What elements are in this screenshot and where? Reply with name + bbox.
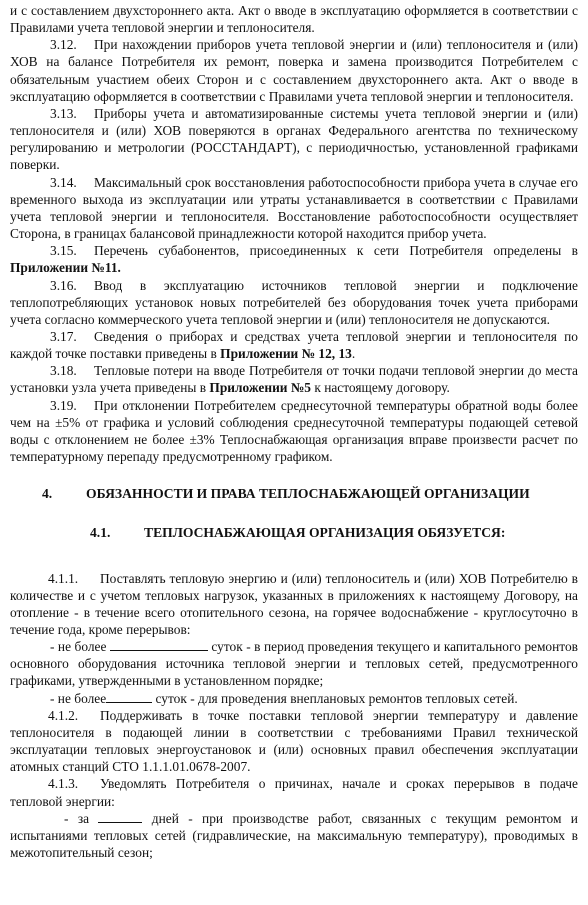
clause-number: 3.19. — [50, 397, 77, 413]
clause-text: Максимальный срок восстановления работоспособности прибора учета в случае его временного выхода из эксплуатации или утраты устанавливается в соответствии с Правилами учета тепловой энергии и теплоносителя. Восстановление работоспособности осуществляет Сторона, в границах балансовой принадлежности которой находится прибор учета. — [10, 174, 578, 242]
bullet-text: суток - для проведения внеплановых ремонтов тепловых сетей. — [155, 690, 518, 706]
paragraph-3-11-end: и с составлением двухстороннего акта. Акт о вводе в эксплуатацию оформляется в соответствии с Правилами учета тепловой энергии и теплоносителя. — [10, 3, 578, 36]
clause-text-end: . — [351, 346, 356, 362]
bullet-text: суток - в период проведения текущего и капитального ремонтов основного оборудования источника тепловой энергии и тепловых сетей, предусмотренного графиками, утвержденными в установленном порядке; — [10, 639, 578, 689]
paragraph-4-1-3 — [10, 775, 578, 809]
heading-number: 4.1. — [90, 525, 111, 541]
clause-number: 3.15. — [50, 243, 77, 259]
appendix-reference: Приложении №11. — [10, 260, 121, 276]
paragraph-4-1-1 — [10, 570, 578, 639]
clause-number: 4.1.3. — [48, 776, 79, 792]
clause-number: 4.1.2. — [48, 707, 79, 723]
clause-number: 3.18. — [50, 363, 77, 379]
bullet-interruption-unplanned — [10, 690, 578, 707]
heading-text: ТЕПЛОСНАБЖАЮЩАЯ ОРГАНИЗАЦИЯ ОБЯЗУЕТСЯ: — [144, 525, 506, 541]
paragraph-3-16 — [10, 277, 578, 328]
clause-text: При нахождении приборов учета тепловой энергии и (или) теплоносителя и (или) ХОВ на балансе Потребителя их ремонт, поверка и замена производится Потребителем с обязательным участием обеих Сторон и с составлением двухстороннего акта. Акт о вводе в эксплуатацию оформляется в соответствии с Правилами учета тепловой энергии и теплоносителя. — [10, 37, 578, 104]
fill-in-blank[interactable] — [110, 638, 208, 651]
clause-text: Поставлять тепловую энергию и (или) теплоноситель и (или) ХОВ Потребителю в количестве и с учетом тепловых нагрузок, указанных в приложениях к настоящему Договору, на отопление - в течение всего отопительного сезона, на горячее водоснабжение - круглосуточно в течение года, кроме перерывов: — [10, 570, 578, 637]
bullet-lead: - не более — [50, 690, 107, 706]
bullet-lead: - за — [64, 810, 90, 826]
clause-number: 3.13. — [50, 105, 77, 121]
clause-text: Сведения о приборах и средствах учета тепловой энергии и теплоносителя по каждой точке поставки приведены в — [10, 328, 578, 362]
clause-number: 3.16. — [50, 277, 77, 293]
fill-in-blank[interactable] — [106, 690, 152, 703]
fill-in-blank[interactable] — [98, 810, 142, 823]
heading-number: 4. — [42, 486, 53, 502]
clause-text-end: к настоящему договору. — [311, 380, 450, 396]
clause-text: Перечень субабонентов, присоединенных к сети Потребителя определены в — [94, 243, 578, 259]
paragraph-3-14 — [10, 174, 578, 243]
paragraph-3-13 — [10, 105, 578, 174]
paragraph-3-19 — [10, 397, 578, 466]
appendix-reference: Приложении № 12, 13 — [220, 346, 352, 362]
clause-text: Приборы учета и автоматизированные системы учета тепловой энергии и (или) теплоносителя и (или) ХОВ поверяются в органах Федерального агентства по техническому регулированию и метрологии (РОССТАНДАРТ), с периодичностью, установленной графиками поверки. — [10, 105, 578, 173]
clause-text: Уведомлять Потребителя о причинах, начале и сроках перерывов в подаче тепловой энергии: — [10, 776, 578, 809]
appendix-reference: Приложении №5 — [209, 380, 311, 396]
subsection-heading-4-1 — [10, 524, 578, 541]
clause-number: 4.1.1. — [48, 570, 79, 586]
clause-number: 3.14. — [50, 174, 77, 190]
clause-text: При отклонении Потребителем среднесуточной температуры обратной воды более чем на ±5% от графика и условий соблюдения среднесуточной температуры подающей сетевой воды с отклонением не более ±3% Теплоснабжающая организация вправе произвести расчет по температурному перепаду предусмотренному графиком. — [10, 397, 578, 465]
bullet-notice-days — [10, 810, 578, 861]
bullet-text: дней - при производстве работ, связанных с текущим ремонтом и испытаниями тепловых сетей (гидравлические, на максимальную температуру), проводимых в межотопительный сезон; — [10, 810, 578, 861]
clause-number: 3.12. — [50, 37, 77, 53]
paragraph-3-12 — [10, 36, 578, 105]
paragraph-3-18 — [10, 362, 578, 396]
paragraph-3-15 — [10, 242, 578, 276]
paragraph-3-17 — [10, 328, 578, 362]
clause-number: 3.17. — [50, 328, 77, 344]
spacer — [10, 542, 578, 570]
clause-text: Поддерживать в точке поставки тепловой энергии температуру и давление теплоносителя в подающей линии в соответствии с требованиями Правил технической эксплуатации тепловых энергоустановок и (или) основных правил обеспечения эксплуатации атомных станций СТО 1.1.1.01.0678-2007. — [10, 707, 578, 775]
bullet-lead: - не более — [50, 639, 107, 655]
section-heading-4 — [10, 485, 578, 502]
clause-text: Тепловые потери на вводе Потребителя от точки подачи тепловой энергии до места установки узла учета приведены в — [10, 363, 578, 396]
clause-text: Ввод в эксплуатацию источников тепловой энергии и подключение теплопотребляющих установок новых потребителей без оборудования точек учета приборами учета согласно коммерческого учета тепловой энергии и (или) теплоносителя не допускаются. — [10, 277, 578, 327]
bullet-interruption-planned — [10, 638, 578, 689]
heading-text: ОБЯЗАННОСТИ И ПРАВА ТЕПЛОСНАБЖАЮЩЕЙ ОРГАНИЗАЦИИ — [86, 486, 530, 502]
paragraph-4-1-2 — [10, 707, 578, 776]
